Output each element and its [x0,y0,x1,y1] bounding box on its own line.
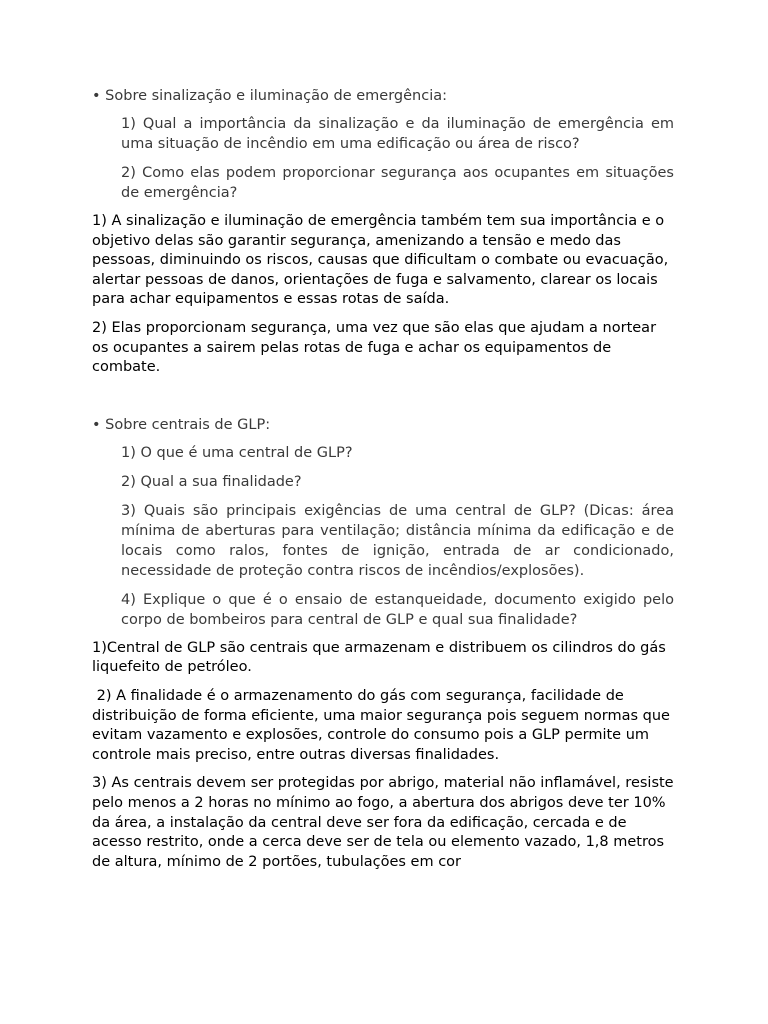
answer-1-glp-central: 1)Central de GLP são centrais que armazenam e distribuem os cilindros do gás liquefeito de petróleo. [92,639,666,676]
answer-1-importance: 1) A sinalização e iluminação de emergência também tem sua importância e o objetivo delas são garantir segurança, amenizando a tensão e medo das pessoas, diminuindo os riscos, causas que dificultam o combate ou evacuação, alertar pessoas de danos, orientações de fuga e salvamento, clarear os locais para achar equipamentos e essas rotas de saída. [92,213,669,308]
answer-2-safety: 2) Elas proporcionam segurança, uma vez que são elas que ajudam a nortear os ocupantes a sairem pelas rotas de fuga e achar os equipamentos de combate. [92,319,657,376]
section-heading-emergency-lighting: • Sobre sinalização e iluminação de emergência: [92,88,448,104]
question-2-safety: 2) Como elas podem proporcionar segurança aos ocupantes em situações de emergência? [121,165,674,201]
question-1-glp-central: 1) O que é uma central de GLP? [121,444,353,461]
question-4-leak-test: 4) Explique o que é o ensaio de estanqueidade, documento exigido pelo corpo de bombeiros para central de GLP e qual sua finalidade? [121,591,674,628]
document-page [92,86,674,881]
question-2-purpose: 2) Qual a sua finalidade? [121,473,302,490]
answer-3-requirements: 3) As centrais devem ser protegidas por abrigo, material não inflamável, resiste pelo menos a 2 horas no mínimo ao fogo, a abertura dos abrigos deve ter 10% da área, a instalação da central deve ser fora da edificação, cercada e de acesso restrito, onde a cerca deve ser de tela ou elemento vazado, 1,8 metros de altura, mínimo de 2 portões, tubulações em cor [92,775,674,870]
question-1-importance: 1) Qual a importância da sinalização e da iluminação de emergência em uma situação de incêndio em uma edificação ou área de risco? [121,116,674,152]
section-spacer [92,387,674,415]
answer-2-purpose: 2) A finalidade é o armazenamento do gás com segurança, facilidade de distribuição de forma eficiente, uma maior segurança pois seguem normas que evitam vazamento e explosões, controle do consumo pois a GLP permite um controle mais preciso, entre outras diversas finalidades. [92,687,675,763]
question-3-requirements: 3) Quais são principais exigências de uma central de GLP? (Dicas: área mínima de aberturas para ventilação; distância mínima da edificação e de locais como ralos, fontes de ignição, entrada de ar condicionado, necessidade de proteção contra riscos de incêndios/explosões). [121,502,674,579]
section-heading-glp: • Sobre centrais de GLP: [92,416,271,433]
